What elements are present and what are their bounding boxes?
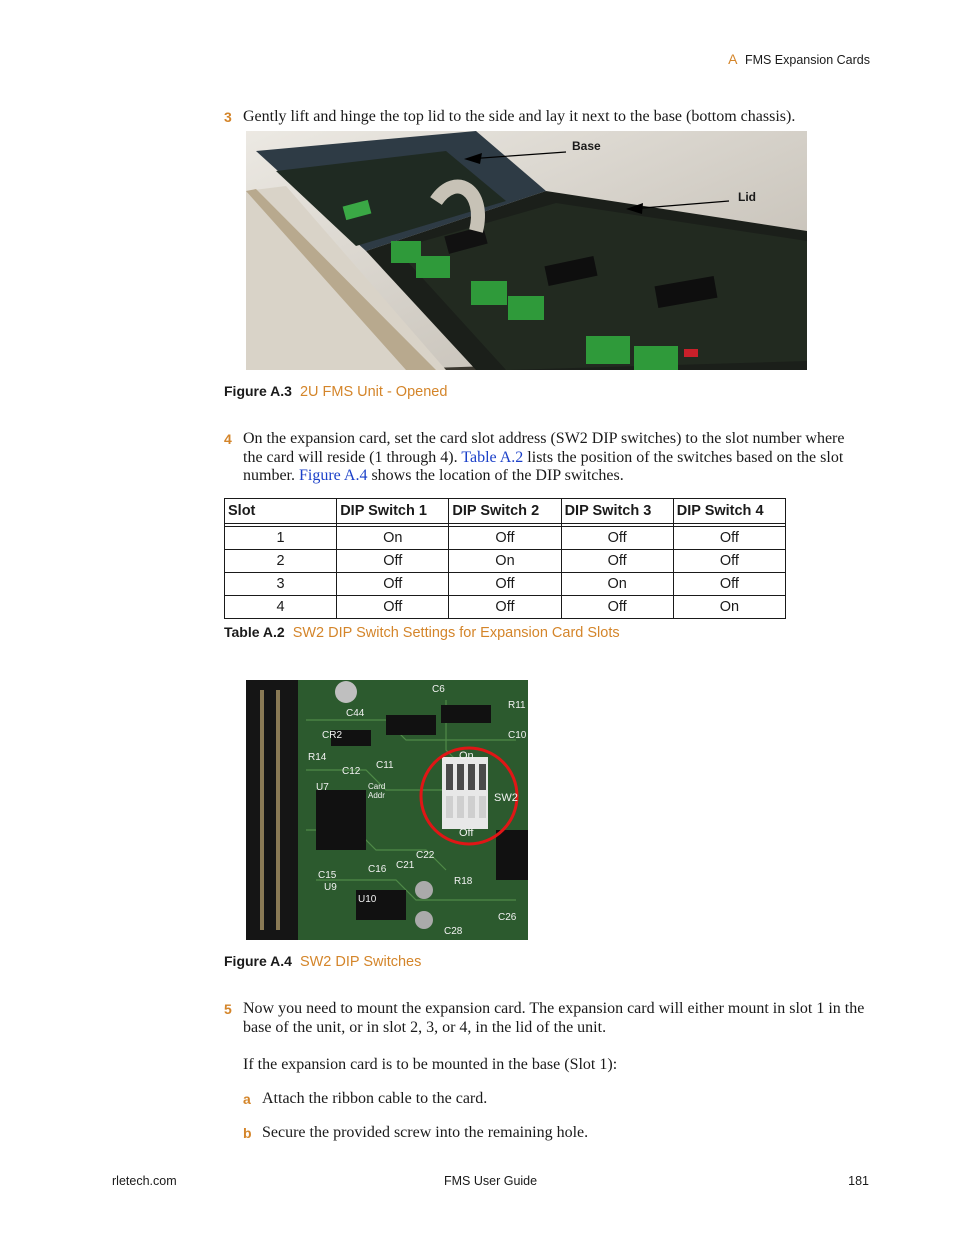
substep-a bbox=[243, 1090, 487, 1109]
step-3 bbox=[224, 108, 795, 127]
substep-text: Attach the ribbon cable to the card. bbox=[262, 1090, 488, 1107]
table-cell: 1 bbox=[225, 527, 337, 550]
table-row bbox=[225, 550, 786, 573]
chassis-illustration bbox=[246, 131, 807, 370]
label-base: Base bbox=[572, 139, 601, 153]
silk-sw2: SW2 bbox=[494, 792, 518, 804]
table-row bbox=[225, 573, 786, 596]
step-text bbox=[243, 430, 864, 486]
table-cell: 4 bbox=[225, 596, 337, 619]
substep-b bbox=[243, 1124, 588, 1143]
silk-c21: C21 bbox=[396, 860, 415, 871]
table-cell: Off bbox=[561, 596, 673, 619]
step-number: 3 bbox=[224, 109, 232, 125]
table-cell: Off bbox=[673, 573, 785, 596]
table-cell: 2 bbox=[225, 550, 337, 573]
table-cell: Off bbox=[673, 527, 785, 550]
step-text: Gently lift and hinge the top lid to the side and lay it next to the base (bottom chassis). bbox=[243, 108, 796, 125]
silk-u10: U10 bbox=[358, 894, 377, 905]
silk-r14: R14 bbox=[308, 752, 327, 763]
caption-label: Figure A.3 bbox=[224, 383, 292, 399]
table-cell: Off bbox=[337, 573, 449, 596]
header-cell: DIP Switch 3 bbox=[561, 499, 673, 524]
substep-letter: b bbox=[243, 1125, 252, 1141]
header-title: FMS Expansion Cards bbox=[744, 53, 870, 67]
silk-card: Card bbox=[368, 782, 386, 791]
silk-c28: C28 bbox=[444, 926, 463, 937]
table-cell: Off bbox=[561, 550, 673, 573]
footer-website: rletech.com bbox=[112, 1174, 177, 1188]
footer-page-number: 181 bbox=[848, 1174, 869, 1188]
step-5 bbox=[224, 1000, 870, 1037]
caption-title: SW2 DIP Switches bbox=[299, 954, 422, 970]
silk-r11: R11 bbox=[508, 700, 526, 711]
table-row bbox=[225, 596, 786, 619]
silk-c6: C6 bbox=[432, 684, 445, 695]
substep-letter: a bbox=[243, 1091, 251, 1107]
caption-label: Figure A.4 bbox=[224, 953, 292, 969]
silk-c22: C22 bbox=[416, 850, 435, 861]
caption-label: Table A.2 bbox=[224, 624, 285, 640]
table-cell: Off bbox=[337, 596, 449, 619]
silk-c11: C11 bbox=[376, 760, 394, 771]
figure-a3-photo bbox=[246, 131, 807, 370]
silk-c15: C15 bbox=[318, 870, 337, 881]
text-segment: On the expansion card, set the card slot address (SW2 DIP switches) to the slot number where the card will reside (1 through 4). bbox=[243, 430, 845, 466]
silk-cr2: CR2 bbox=[322, 730, 343, 741]
table-cell: Off bbox=[449, 527, 561, 550]
substep-text: Secure the provided screw into the remaining hole. bbox=[262, 1124, 589, 1141]
table-cell: On bbox=[337, 527, 449, 550]
step-text: Now you need to mount the expansion card. The expansion card will either mount in slot 1 in the base of the unit, or in slot 2, 3, or 4, in the lid of the unit. bbox=[243, 1000, 865, 1036]
table-cell: Off bbox=[673, 550, 785, 573]
table-cell: On bbox=[561, 573, 673, 596]
table-header-row bbox=[225, 499, 786, 524]
step-number: 5 bbox=[224, 1001, 232, 1017]
silk-c16: C16 bbox=[368, 864, 387, 875]
header-cell: DIP Switch 2 bbox=[449, 499, 561, 524]
silk-on: On bbox=[459, 750, 474, 762]
table-cell: Off bbox=[449, 573, 561, 596]
silk-c12: C12 bbox=[342, 766, 361, 777]
text-segment: shows the location of the DIP switches. bbox=[367, 467, 624, 484]
table-row bbox=[225, 527, 786, 550]
header-cell: Slot bbox=[225, 499, 337, 524]
table-cell: 3 bbox=[225, 573, 337, 596]
table-a2-link[interactable]: Table A.2 bbox=[461, 448, 524, 466]
label-lid: Lid bbox=[738, 190, 756, 204]
header-cell: DIP Switch 1 bbox=[337, 499, 449, 524]
dip-switch-table bbox=[224, 498, 786, 619]
silk-u9: U9 bbox=[324, 882, 337, 893]
silk-addr: Addr bbox=[368, 791, 385, 800]
step-4 bbox=[224, 430, 864, 486]
table-cell: On bbox=[673, 596, 785, 619]
silk-off: Off bbox=[459, 827, 474, 839]
table-a2-caption bbox=[224, 624, 620, 641]
circuit-board-illustration bbox=[246, 680, 528, 940]
caption-title: SW2 DIP Switch Settings for Expansion Card Slots bbox=[292, 625, 620, 641]
appendix-letter: A bbox=[728, 51, 738, 67]
base-mount-paragraph: If the expansion card is to be mounted in the base (Slot 1): bbox=[243, 1056, 618, 1073]
table-cell: On bbox=[449, 550, 561, 573]
footer-guide-title: FMS User Guide bbox=[444, 1174, 538, 1188]
step-number: 4 bbox=[224, 431, 232, 447]
silk-c10: C10 bbox=[508, 730, 527, 741]
silk-r18: R18 bbox=[454, 876, 473, 887]
silk-c26: C26 bbox=[498, 912, 517, 923]
silk-u7: U7 bbox=[316, 782, 329, 793]
figure-a4-link[interactable]: Figure A.4 bbox=[299, 467, 368, 484]
figure-a3-caption bbox=[224, 383, 447, 400]
text-segment: lists the position of the switches based on the slot number. bbox=[243, 448, 844, 484]
figure-a4-caption bbox=[224, 953, 421, 970]
table-cell: Off bbox=[449, 596, 561, 619]
table-cell: Off bbox=[337, 550, 449, 573]
table-cell: Off bbox=[561, 527, 673, 550]
header-cell: DIP Switch 4 bbox=[673, 499, 785, 524]
caption-title: 2U FMS Unit - Opened bbox=[299, 384, 448, 400]
page-header bbox=[728, 51, 870, 67]
silk-c44: C44 bbox=[346, 708, 365, 719]
figure-a4-photo bbox=[246, 680, 528, 940]
